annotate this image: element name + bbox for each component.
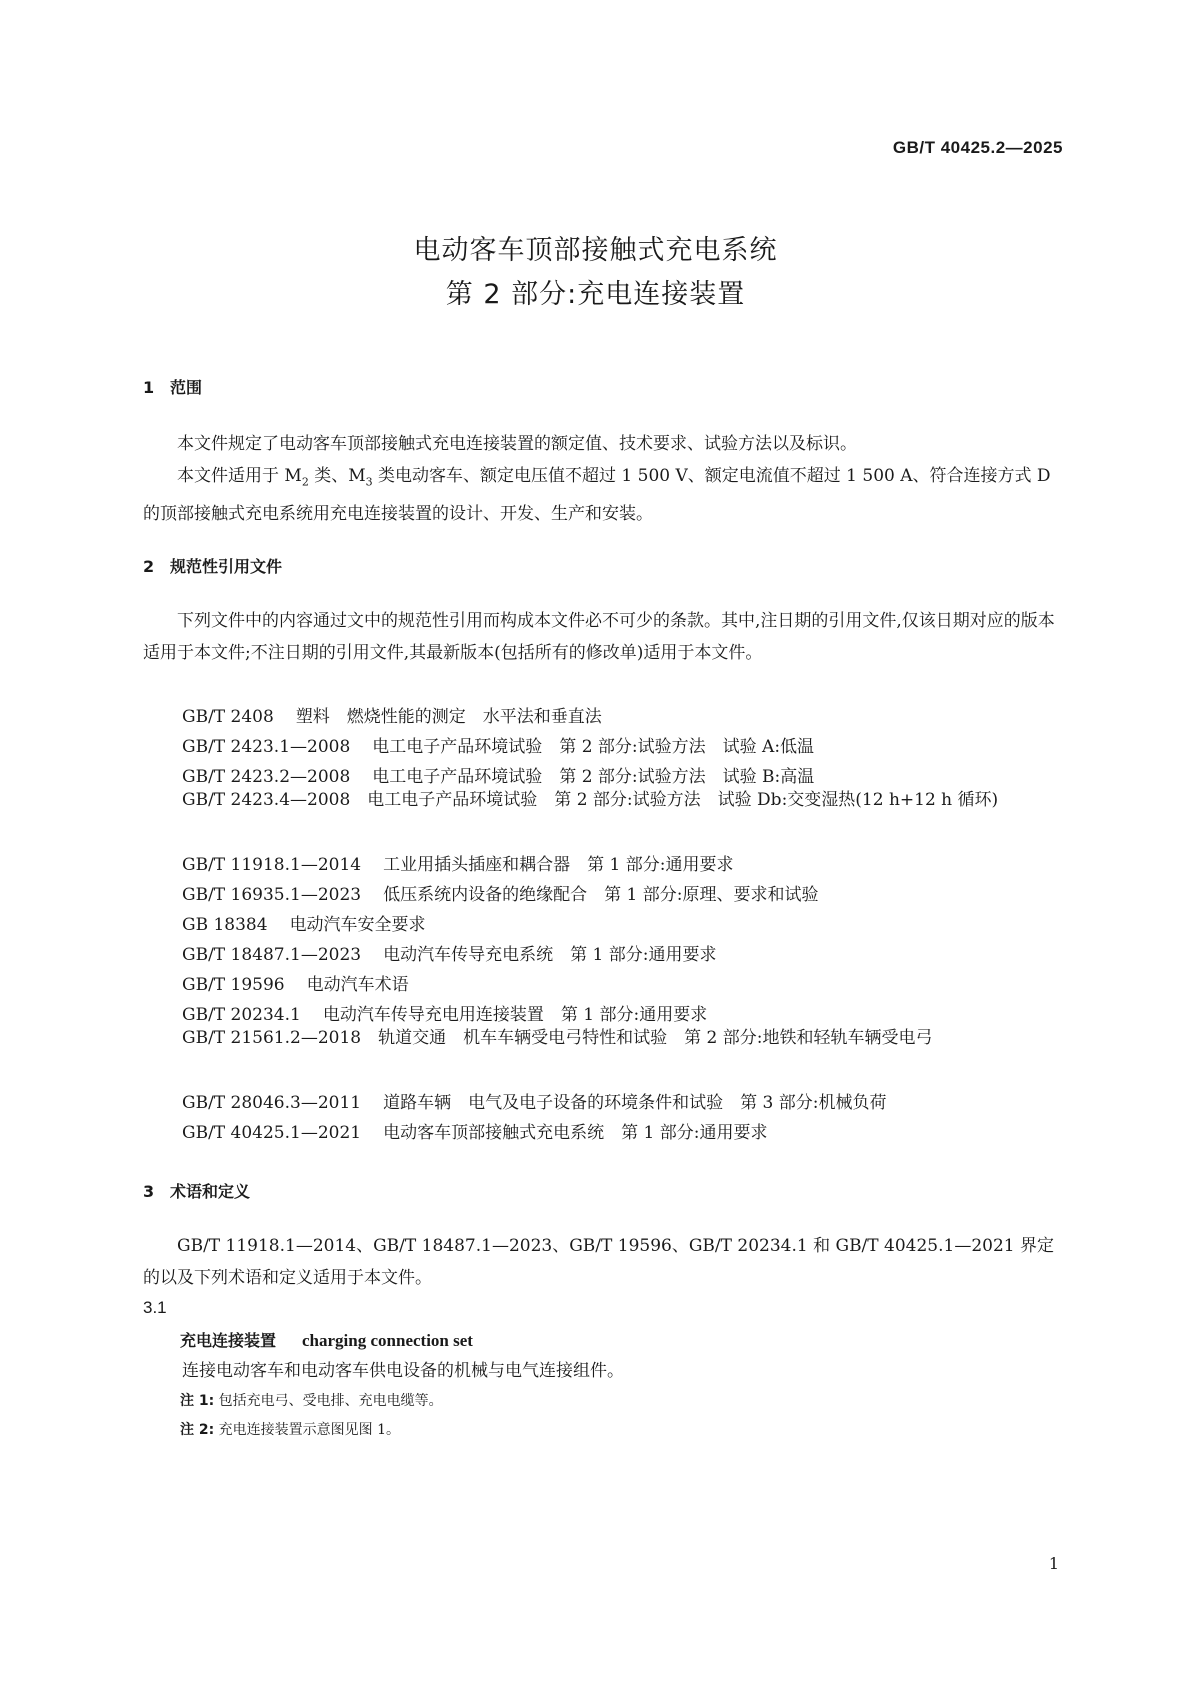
document-title-line1: 电动客车顶部接触式充电系统 bbox=[413, 235, 778, 266]
reference-title: 电工电子产品环境试验 第 2 部分:试验方法 试验 A:低温 bbox=[372, 737, 815, 757]
reference-item bbox=[182, 880, 818, 905]
scope-paragraph-2 bbox=[143, 460, 1061, 530]
reference-title: 电动汽车传导充电用连接装置 第 1 部分:通用要求 bbox=[322, 1005, 708, 1025]
reference-code: GB/T 2408 bbox=[182, 707, 274, 727]
reference-item bbox=[143, 784, 1061, 816]
note-text: 包括充电弓、受电排、充电电缆等。 bbox=[218, 1393, 443, 1409]
reference-code: GB 18384 bbox=[182, 915, 268, 935]
reference-code: GB/T 40425.1—2021 bbox=[182, 1123, 362, 1143]
term-chinese: 充电连接装置 bbox=[180, 1331, 277, 1350]
reference-title: 电动汽车传导充电系统 第 1 部分:通用要求 bbox=[383, 945, 717, 965]
term-number: 3.1 bbox=[143, 1298, 167, 1317]
reference-code: GB/T 20234.1 bbox=[182, 1005, 301, 1025]
reference-code: GB/T 16935.1—2023 bbox=[182, 885, 362, 905]
reference-code: GB/T 11918.1—2014 bbox=[182, 855, 362, 875]
reference-code: GB/T 18487.1—2023 bbox=[182, 945, 362, 965]
section-title: 规范性引用文件 bbox=[170, 557, 283, 576]
reference-title: 电动汽车安全要求 bbox=[289, 915, 426, 935]
scope-text-b: 类、M bbox=[308, 466, 366, 486]
terms-intro: GB/T 11918.1—2014、GB/T 18487.1—2023、GB/T 19596、GB/T 20234.1 和 GB/T 40425.1—2021 界定的以及下列术语和定义适用于本文件。 bbox=[143, 1236, 1054, 1288]
document-title-line2: 第 2 部分:充电连接装置 bbox=[445, 279, 746, 310]
reference-title: 电工电子产品环境试验 第 2 部分:试验方法 试验 Db:交变湿热(12 h+12 h 循环) bbox=[367, 790, 999, 810]
term-english: charging connection set bbox=[302, 1331, 473, 1350]
note-1 bbox=[180, 1390, 443, 1410]
reference-code: GB/T 2423.2—2008 bbox=[182, 767, 351, 787]
reference-title: 道路车辆 电气及电子设备的环境条件和试验 第 3 部分:机械负荷 bbox=[383, 1093, 887, 1113]
reference-title: 低压系统内设备的绝缘配合 第 1 部分:原理、要求和试验 bbox=[383, 885, 819, 905]
reference-code: GB/T 2423.4—2008 bbox=[182, 790, 351, 810]
reference-item bbox=[143, 1022, 1061, 1054]
section-number: 1 bbox=[143, 378, 155, 397]
reference-item bbox=[182, 1118, 767, 1143]
normative-references-intro: 下列文件中的内容通过文中的规范性引用而构成本文件必不可少的条款。其中,注日期的引用文件,仅该日期对应的版本适用于本文件;不注日期的引用文件,其最新版本(包括所有的修改单)适用于本文件。 bbox=[143, 611, 1055, 663]
reference-code: GB/T 28046.3—2011 bbox=[182, 1093, 362, 1113]
note-label: 注 1: bbox=[180, 1393, 215, 1409]
note-label: 注 2: bbox=[180, 1422, 215, 1438]
page-number: 1 bbox=[1048, 1554, 1059, 1573]
scope-paragraph-1: 本文件规定了电动客车顶部接触式充电连接装置的额定值、技术要求、试验方法以及标识。 bbox=[177, 434, 857, 454]
section-number: 3 bbox=[143, 1182, 155, 1201]
section-title: 术语和定义 bbox=[170, 1182, 251, 1201]
term-definition: 连接电动客车和电动客车供电设备的机械与电气连接组件。 bbox=[182, 1361, 624, 1381]
section-2-heading bbox=[143, 554, 282, 577]
section-number: 2 bbox=[143, 557, 155, 576]
reference-item bbox=[182, 702, 602, 727]
standard-number: GB/T 40425.2—2025 bbox=[892, 138, 1063, 157]
reference-code: GB/T 19596 bbox=[182, 975, 285, 995]
reference-title: 电动客车顶部接触式充电系统 第 1 部分:通用要求 bbox=[383, 1123, 768, 1143]
reference-title: 电动汽车术语 bbox=[306, 975, 409, 995]
reference-code: GB/T 21561.2—2018 bbox=[182, 1028, 362, 1048]
section-3-heading bbox=[143, 1179, 250, 1202]
reference-item bbox=[182, 970, 409, 995]
note-text: 充电连接装置示意图见图 1。 bbox=[218, 1422, 401, 1438]
reference-title: 轨道交通 机车车辆受电弓特性和试验 第 2 部分:地铁和轻轨车辆受电弓 bbox=[378, 1028, 933, 1048]
section-1-heading bbox=[143, 375, 202, 398]
reference-code: GB/T 2423.1—2008 bbox=[182, 737, 351, 757]
reference-item bbox=[182, 850, 733, 875]
scope-text-c: 类电动客车、额定电压值不超过 1 500 V、额定电流值不超过 1 500 A、符合连接方式 D 的顶部接触式充电系统用充电连接装置的设计、开发、生产和安装。 bbox=[143, 466, 1051, 525]
subscript: 2 bbox=[301, 475, 309, 489]
term-entry bbox=[180, 1328, 473, 1351]
reference-item bbox=[182, 1088, 886, 1113]
note-2 bbox=[180, 1419, 400, 1439]
section-title: 范围 bbox=[170, 378, 203, 397]
reference-title: 工业用插头插座和耦合器 第 1 部分:通用要求 bbox=[383, 855, 734, 875]
reference-title: 电工电子产品环境试验 第 2 部分:试验方法 试验 B:高温 bbox=[372, 767, 815, 787]
reference-item bbox=[182, 910, 426, 935]
subscript: 3 bbox=[365, 475, 373, 489]
scope-text-a: 本文件适用于 M bbox=[177, 466, 302, 486]
reference-item bbox=[182, 940, 716, 965]
reference-title: 塑料 燃烧性能的测定 水平法和垂直法 bbox=[295, 707, 602, 727]
reference-item bbox=[182, 732, 814, 757]
